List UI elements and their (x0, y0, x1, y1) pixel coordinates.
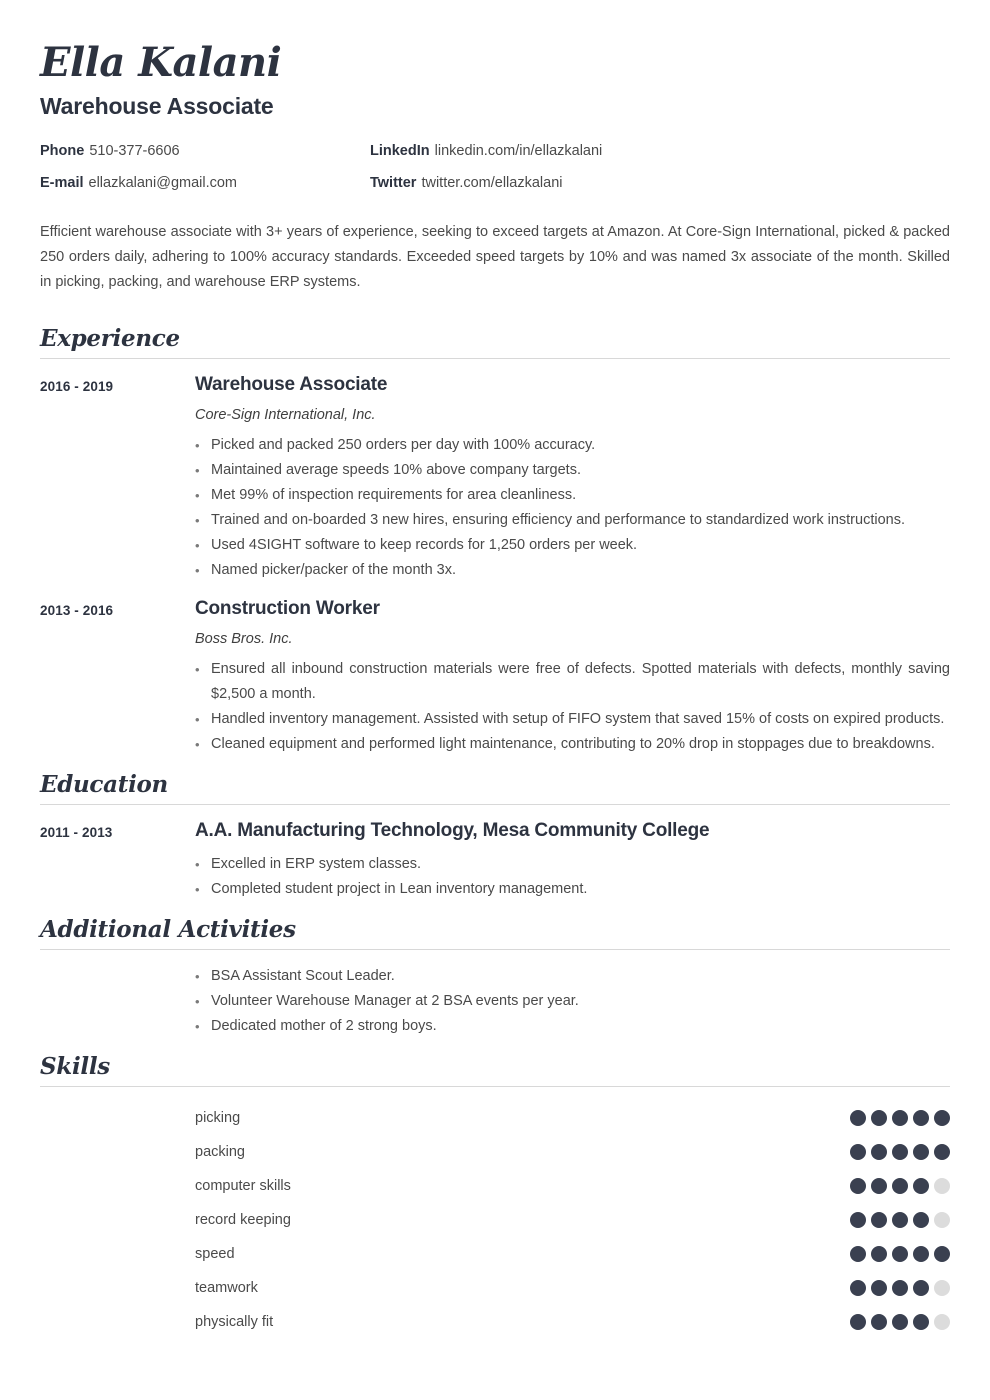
section-divider (40, 804, 950, 805)
rating-dot-filled (913, 1178, 929, 1194)
section-divider (40, 358, 950, 359)
education-entry-title: A.A. Manufacturing Technology, Mesa Community College (195, 820, 710, 841)
rating-dot-filled (913, 1212, 929, 1228)
experience-entry-body (195, 373, 950, 583)
rating-dot-filled (913, 1144, 929, 1160)
rating-dot-filled (871, 1178, 887, 1194)
rating-dot-empty (934, 1212, 950, 1228)
rating-dot-filled (871, 1144, 887, 1160)
list-item: • Excelled in ERP system classes. (195, 852, 950, 877)
experience-entry-title: Construction Worker (195, 598, 380, 619)
section-divider (40, 1086, 950, 1087)
education-entry (40, 819, 950, 902)
rating-dot-filled (850, 1144, 866, 1160)
resume-header (40, 40, 950, 120)
rating-dot-filled (892, 1246, 908, 1262)
skill-row (40, 1271, 950, 1305)
skills-list (40, 1101, 950, 1339)
education-entry-body (195, 819, 950, 902)
list-item: • BSA Assistant Scout Leader. (195, 964, 950, 989)
candidate-job-title: Warehouse Associate (40, 93, 274, 119)
skill-rating (850, 1212, 950, 1228)
section-additional-activities (40, 916, 950, 1039)
contact-phone-value: 510-377-6606 (89, 143, 180, 159)
skill-rating (850, 1314, 950, 1330)
list-item: • Ensured all inbound construction materials were free of defects. Spotted materials with defects, monthly saving $2,500 a month. (195, 657, 950, 707)
rating-dot-filled (934, 1144, 950, 1160)
rating-dot-filled (871, 1280, 887, 1296)
rating-dot-filled (871, 1246, 887, 1262)
list-item: • Completed student project in Lean inventory management. (195, 877, 950, 902)
list-item: • Handled inventory management. Assisted with setup of FIFO system that saved 15% of costs on expired products. (195, 707, 950, 732)
rating-dot-filled (850, 1212, 866, 1228)
rating-dot-filled (892, 1144, 908, 1160)
list-item: • Trained and on-boarded 3 new hires, ensuring efficiency and performance to standardized work instructions. (195, 508, 950, 533)
list-item: • Dedicated mother of 2 strong boys. (195, 1014, 950, 1039)
skill-name: packing (195, 1144, 245, 1160)
experience-entry-bullets (195, 433, 950, 583)
rating-dot-empty (934, 1178, 950, 1194)
section-heading-additional-activities: Additional Activities (40, 916, 296, 943)
rating-dot-filled (892, 1212, 908, 1228)
rating-dot-empty (934, 1314, 950, 1330)
experience-entry (40, 597, 950, 757)
contact-phone (40, 142, 370, 160)
skill-name: computer skills (195, 1178, 291, 1194)
skill-name: physically fit (195, 1314, 274, 1330)
rating-dot-empty (934, 1280, 950, 1296)
rating-dot-filled (892, 1178, 908, 1194)
contact-twitter-value[interactable]: twitter.com/ellazkalani (421, 175, 563, 191)
rating-dot-filled (850, 1110, 866, 1126)
contact-twitter (370, 174, 950, 192)
experience-entry-bullets (195, 657, 950, 757)
section-heading-skills: Skills (40, 1053, 110, 1080)
rating-dot-filled (850, 1178, 866, 1194)
additional-activities-entry (40, 964, 950, 1039)
skill-rating (850, 1246, 950, 1262)
contact-phone-label: Phone (40, 143, 85, 159)
list-item: • Cleaned equipment and performed light maintenance, contributing to 20% drop in stoppages due to breakdowns. (195, 732, 950, 757)
list-item: • Picked and packed 250 orders per day with 100% accuracy. (195, 433, 950, 458)
rating-dot-filled (871, 1314, 887, 1330)
skill-name: record keeping (195, 1212, 291, 1228)
section-divider (40, 949, 950, 950)
skill-name: speed (195, 1246, 235, 1262)
list-item: • Met 99% of inspection requirements for area cleanliness. (195, 483, 950, 508)
skill-rating (850, 1110, 950, 1126)
rating-dot-filled (913, 1246, 929, 1262)
experience-entry-title: Warehouse Associate (195, 374, 388, 395)
additional-activities-entry-body (195, 964, 950, 1039)
rating-dot-filled (913, 1110, 929, 1126)
rating-dot-filled (892, 1314, 908, 1330)
list-item: • Maintained average speeds 10% above company targets. (195, 458, 950, 483)
section-heading-education: Education (40, 771, 168, 798)
rating-dot-filled (934, 1246, 950, 1262)
skill-name: picking (195, 1110, 241, 1126)
contact-linkedin (370, 142, 950, 160)
experience-entry-org: Boss Bros. Inc. (195, 631, 293, 647)
list-item: • Named picker/packer of the month 3x. (195, 558, 950, 583)
section-experience (40, 325, 950, 757)
rating-dot-filled (913, 1280, 929, 1296)
skill-row (40, 1203, 950, 1237)
contact-email-value[interactable]: ellazkalani@gmail.com (88, 175, 238, 191)
additional-activities-bullets (195, 964, 950, 1039)
skill-row (40, 1305, 950, 1339)
contact-linkedin-value[interactable]: linkedin.com/in/ellazkalani (434, 143, 603, 159)
contact-details (40, 142, 950, 192)
experience-entry-date: 2016 - 2019 (40, 379, 114, 394)
experience-entry (40, 373, 950, 583)
rating-dot-filled (871, 1110, 887, 1126)
experience-entry-body (195, 597, 950, 757)
skill-row (40, 1237, 950, 1271)
skill-row (40, 1135, 950, 1169)
section-skills (40, 1053, 950, 1339)
rating-dot-filled (913, 1314, 929, 1330)
rating-dot-filled (871, 1212, 887, 1228)
skill-rating (850, 1280, 950, 1296)
section-education (40, 771, 950, 902)
professional-summary: Efficient warehouse associate with 3+ years of experience, seeking to exceed targets at Amazon. At Core-Sign International, picked & packed 250 orders daily, adhering to 100% accuracy standards. Exceeded speed targets by 10% and was named 3x associate of the month. Skilled in picking, packing, and warehouse ERP systems. (40, 224, 950, 290)
contact-email (40, 174, 370, 192)
skill-rating (850, 1178, 950, 1194)
experience-entry-date: 2013 - 2016 (40, 603, 114, 618)
experience-entry-org: Core-Sign International, Inc. (195, 407, 376, 423)
education-entry-date: 2011 - 2013 (40, 825, 113, 840)
list-item: • Volunteer Warehouse Manager at 2 BSA events per year. (195, 989, 950, 1014)
skill-row (40, 1169, 950, 1203)
rating-dot-filled (850, 1280, 866, 1296)
contact-twitter-label: Twitter (370, 175, 417, 191)
additional-activities-entry-date (40, 964, 195, 1039)
rating-dot-filled (892, 1280, 908, 1296)
skill-rating (850, 1144, 950, 1160)
rating-dot-filled (850, 1246, 866, 1262)
rating-dot-filled (850, 1314, 866, 1330)
list-item: • Used 4SIGHT software to keep records for 1,250 orders per week. (195, 533, 950, 558)
rating-dot-filled (892, 1110, 908, 1126)
contact-email-label: E-mail (40, 175, 84, 191)
skill-row (40, 1101, 950, 1135)
skill-name: teamwork (195, 1280, 258, 1296)
rating-dot-filled (934, 1110, 950, 1126)
section-heading-experience: Experience (40, 325, 180, 352)
candidate-name: Ella Kalani (40, 39, 282, 86)
education-entry-bullets (195, 852, 950, 902)
contact-linkedin-label: LinkedIn (370, 143, 430, 159)
